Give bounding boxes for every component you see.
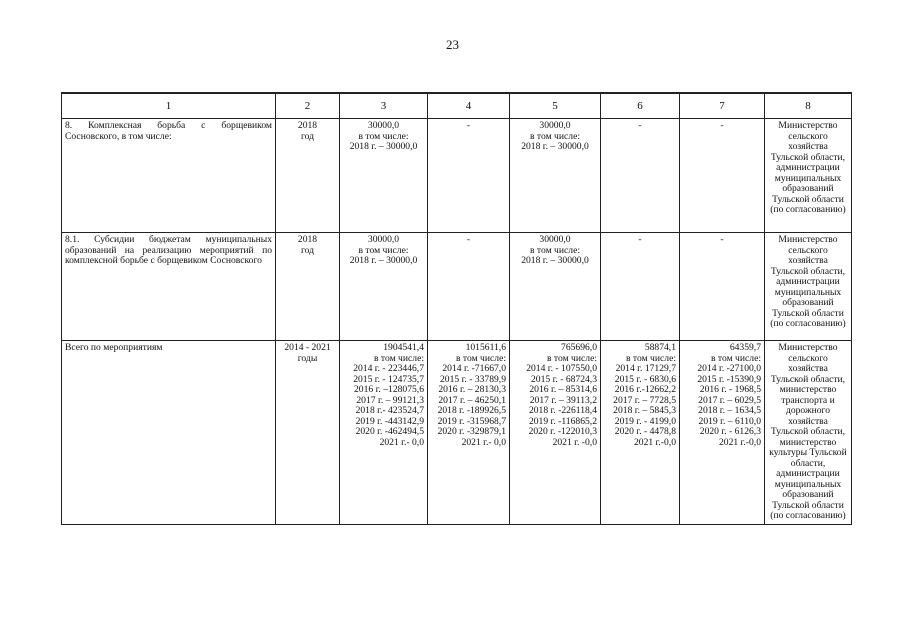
period-cell: 2014 - 2021 годы — [276, 341, 340, 525]
column-header-4: 4 — [428, 93, 510, 119]
table-row — [62, 341, 852, 525]
extrabudget-cell: - — [680, 233, 765, 341]
activity-name-cell: 8. Комплексная борьба с борщевиком Сосновского, в том числе: — [62, 119, 276, 233]
period-cell: 2018 год — [276, 233, 340, 341]
column-header-8: 8 — [765, 93, 852, 119]
column-header-6: 6 — [601, 93, 680, 119]
executor-cell: Министерство сельского хозяйства Тульской области, министерство транспорта и дорожного хозяйства Тульской области, министерство культуры Тульской области, администрации муниципальных образований Тульской области (по согласованию) — [765, 341, 852, 525]
regional-budget-cell: 30000,0 в том числе: 2018 г. – 30000,0 — [510, 233, 601, 341]
column-header-5: 5 — [510, 93, 601, 119]
extrabudget-cell: - — [680, 119, 765, 233]
municipal-budget-cell: - — [601, 119, 680, 233]
extrabudget-cell: 64359,7 в том числе: 2014 г. -27100,0 2015 г. -15390,9 2016 г. - 1968,5 2017 г. – 6029,5 2018 г. – 1634,5 2019 г. – 6110,0 2020 г. - 6126,3 2021 г.-0,0 — [680, 341, 765, 525]
column-header-2: 2 — [276, 93, 340, 119]
activity-name-cell: 8.1. Субсидии бюджетам муниципальных образований на реализацию мероприятий по комплексной борьбе с борщевиком Сосновского — [62, 233, 276, 341]
federal-budget-cell: - — [428, 119, 510, 233]
regional-budget-cell: 30000,0 в том числе: 2018 г. – 30000,0 — [510, 119, 601, 233]
total-funding-cell: 30000,0 в том числе: 2018 г. – 30000,0 — [340, 119, 428, 233]
page-number: 23 — [446, 37, 459, 52]
federal-budget-cell: 1015611,6 в том числе: 2014 г. -71667,0 2015 г. - 33789,9 2016 г. – 28130,3 2017 г. – 46250,1 2018 г. -189926,5 2019 г. -315968,7 2020 г. -329879,1 2021 г.- 0,0 — [428, 341, 510, 525]
total-funding-cell: 1904541,4 в том числе: 2014 г. - 223446,7 2015 г. - 124735,7 2016 г. –128075,6 2017 г. – 99121,3 2018 г.- 423524,7 2019 г. -443142,9 2020 г. -462494,5 2021 г.- 0,0 — [340, 341, 428, 525]
federal-budget-cell: - — [428, 233, 510, 341]
header-row — [62, 93, 852, 119]
activity-name-cell: Всего по мероприятиям — [62, 341, 276, 525]
period-cell: 2018 год — [276, 119, 340, 233]
total-funding-cell: 30000,0 в том числе: 2018 г. – 30000,0 — [340, 233, 428, 341]
table-row — [62, 119, 852, 233]
column-header-1: 1 — [62, 93, 276, 119]
municipal-budget-cell: - — [601, 233, 680, 341]
executor-cell: Министерство сельского хозяйства Тульской области, администрации муниципальных образований Тульской области (по согласованию) — [765, 233, 852, 341]
column-header-7: 7 — [680, 93, 765, 119]
executor-cell: Министерство сельского хозяйства Тульской области, администрации муниципальных образований Тульской области (по согласованию) — [765, 119, 852, 233]
regional-budget-cell: 765696,0 в том числе: 2014 г. - 107550,0 2015 г. - 68724,3 2016 г. – 85314,6 2017 г. – 39113,2 2018 г. -226118,4 2019 г. -116865,2 2020 г. -122010,3 2021 г. -0,0 — [510, 341, 601, 525]
program-table — [61, 92, 852, 525]
column-header-3: 3 — [340, 93, 428, 119]
table-row — [62, 233, 852, 341]
municipal-budget-cell: 58874,1 в том числе: 2014 г. 17129,7 2015 г. - 6830,6 2016 г.-12662,2 2017 г. – 7728,5 2018 г. – 5845,3 2019 г. - 4199,0 2020 г. - 4478,8 2021 г.-0,0 — [601, 341, 680, 525]
